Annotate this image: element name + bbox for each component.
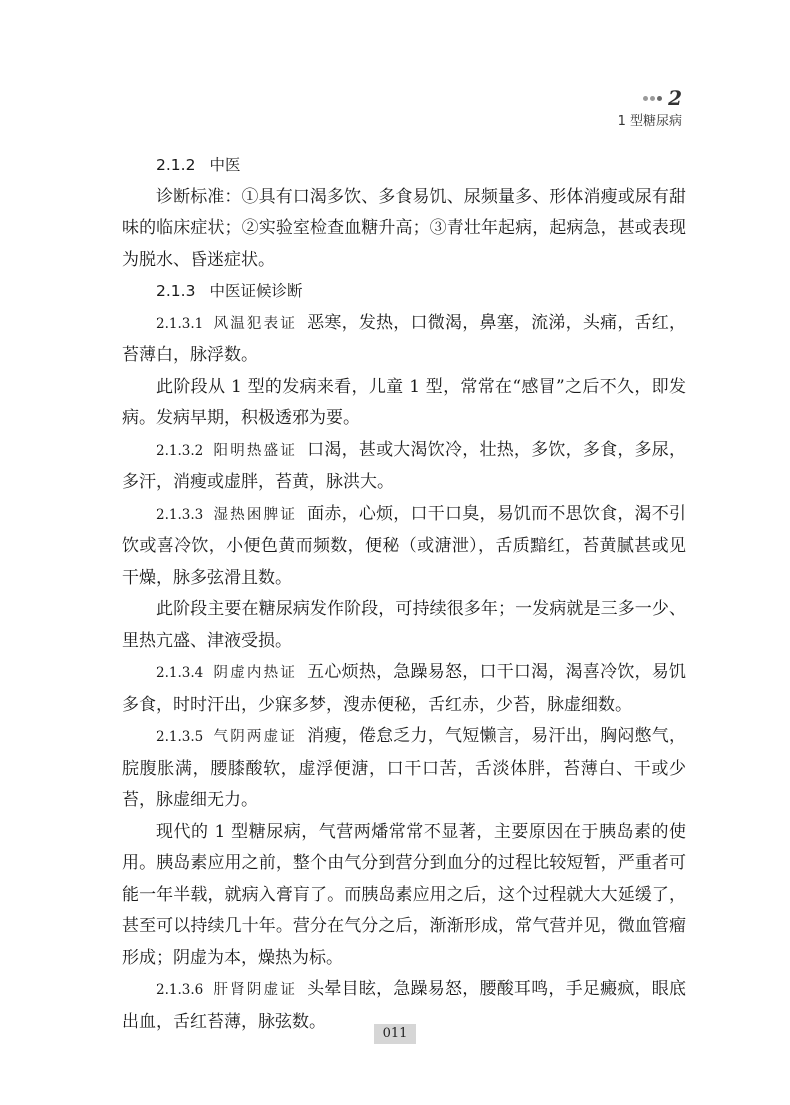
section-title: 中医 [209,156,241,174]
section-title: 中医证候诊断 [209,282,303,300]
syndrome-number: 2.1.3.3 [156,506,204,523]
syndrome-paragraph [122,308,686,372]
section-number: 2.1.3 [156,282,196,300]
syndrome-title: 湿热困脾证 [213,506,298,523]
chapter-number: 2 [668,86,682,110]
syndrome-paragraph [122,657,686,721]
syndrome-text: 头晕目眩，急躁易怒，腰酸耳鸣，手足癜疯，眼底出血，舌红苔薄，脉弦数。 [122,979,687,1032]
page-number: 011 [374,1024,416,1044]
dots-ornament-icon [643,96,662,101]
section-heading [156,276,686,308]
syndrome-number: 2.1.3.1 [156,315,204,332]
syndrome-number: 2.1.3.4 [156,665,204,681]
chapter-mark [618,88,682,108]
syndrome-text: 面赤，心烦，口干口臭，易饥而不思饮食，渴不引饮或喜冷饮，小便色黄而频数，便秘（或溏泄），舌质黯红，苔黄腻甚或见干燥，脉多弦滑且数。 [122,503,687,588]
syndrome-number: 2.1.3.2 [156,442,204,459]
syndrome-title: 阳明热盛证 [213,442,298,459]
syndrome-title: 气阴两虚证 [213,729,298,745]
syndrome-title: 肝肾阴虚证 [213,982,298,998]
syndrome-paragraph [122,499,686,595]
syndrome-paragraph [122,435,686,499]
syndrome-number: 2.1.3.5 [156,729,204,745]
section-number: 2.1.2 [156,156,196,174]
syndrome-paragraph [122,721,686,817]
syndrome-text: 恶寒，发热，口微渴，鼻塞，流涕，头痛，舌红，苔薄白，脉浮数。 [122,312,687,365]
running-header [618,88,682,129]
syndrome-number: 2.1.3.6 [156,982,204,998]
paragraph: 诊断标准：①具有口渴多饮、多食易饥、尿频量多、形体消瘦或尿有甜味的临床症状；②实验室检查血糖升高；③青壮年起病，起病急，甚或表现为脱水、昏迷症状。 [122,186,686,270]
syndrome-text: 五心烦热，急躁易怒，口干口渴，渴喜冷饮，易饥多食，时时汗出，少寐多梦，溲赤便秘，舌红赤，少苔，脉虚细数。 [122,662,687,715]
section-heading [156,150,686,182]
paragraph: 此阶段从 1 型的发病来看，儿童 1 型，常常在“感冒”之后不久，即发病。发病早期，积极透邪为要。 [122,376,686,428]
paragraph: 现代的 1 型糖尿病，气营两燔常常不显著，主要原因在于胰岛素的使用。胰岛素应用之前，整个由气分到营分到血分的过程比较短暂，严重者可能一年半载，就病入膏肓了。而胰岛素应用之后，这个过程就大大延缓了，甚至可以持续几十年。营分在气分之后，渐渐形成，常气营并见，微血管瘤形成；阴虚为本，燥热为标。 [122,821,686,968]
paragraph: 此阶段主要在糖尿病发作阶段，可持续很多年；一发病就是三多一少、里热亢盛、津液受损。 [122,599,686,651]
syndrome-title: 阴虚内热证 [213,665,298,681]
syndrome-text: 消瘦，倦怠乏力，气短懒言，易汗出，胸闷憋气，脘腹胀满，腰膝酸软，虚浮便溏，口干口苦，舌淡体胖，苔薄白、干或少苔，脉虚细无力。 [122,726,687,810]
syndrome-title: 风温犯表证 [213,315,298,332]
syndrome-text: 口渴，甚或大渴饮冷，壮热，多饮，多食，多尿，多汗，消瘦或虚胖，苔黄，脉洪大。 [122,439,687,492]
chapter-title: 1 型糖尿病 [617,114,682,129]
page-content [122,150,686,1038]
